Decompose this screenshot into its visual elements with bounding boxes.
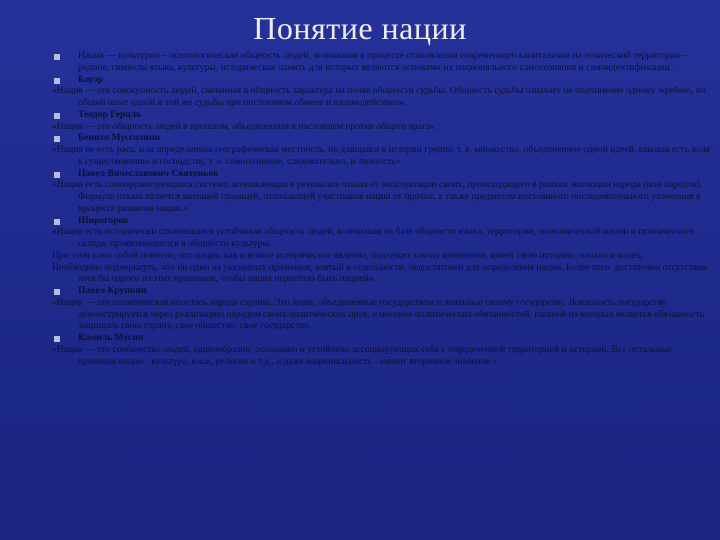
author-name: Широгоров: [78, 214, 129, 226]
slide-content: [52, 50, 712, 367]
author-bullet-herzl: [52, 109, 712, 121]
definition-bullet: [52, 50, 712, 74]
author-name: Теодор Герцль: [78, 108, 142, 120]
quote-svyatenkov: «Нация есть самоорганизующаяся система, возникающая в результате отказа от эксплуатации своих, происходящего в рамках эволюции народа (или народов). Формула отказа является внешней границей, отличающей участников нации от прочих, а также предметом постоянного последовательного уточнения в процессе развития нации.»: [52, 179, 703, 214]
author-bullet-mussolini: [52, 132, 712, 144]
author-name: Павел Вячеславович Святенков: [78, 167, 219, 179]
author-bullet-krupkin: [52, 285, 712, 297]
quote-shirogorov-3: Необходимо подчеркнуть, что ни один из указанных признаков, взятый в отдельности, недостаточен для определения нации. Более того: достаточно отсутствия хотя бы одного из этих признаков, чтобы нация перестала быть нацией».: [52, 261, 708, 285]
author-name: Камиль Мусин: [78, 332, 144, 343]
slide-title: Понятие нации: [253, 10, 467, 46]
quote-shirogorov-1: «Нация есть исторически сложившаяся устойчивая общность людей, возникшая на базе общности языка, территории, экономической жизни и психического склада, проявляющегося в общности культуры.: [52, 226, 694, 249]
author-name: Павел Крупкин: [78, 285, 147, 296]
quote-shirogorov-2: При этом само собой понятно, что нация, как и всякое историческое явление, подлежит закону изменения, имеет свою историю, начало и конец.: [52, 249, 644, 261]
author-name: Бауэр: [78, 73, 103, 85]
author-bullet-shirogorov: [52, 215, 712, 227]
author-bullet-musin: [52, 332, 712, 344]
quote-krupkin: «Нация — это политическая ипостась народа страны. Это люди, объединенные государством и лояльные своему государству. Лояльность государству демонстрируется через реализацию народом своих политических прав, и несение политических обязанностей, главной из которых является обязанность защищать свою страну, свое общество, свое государство.: [52, 296, 704, 332]
quote-herzl: «Нация — это общность людей в прошлом, объединенная в настоящем против общего врага».: [52, 120, 438, 132]
quote-musin: «Нация — это сообщество людей, единообразно, осознанно и устойчиво ассоциирующих себя с определенной территорией и историей. Все остальные признаки нации - культура, язык, религия и т.д., и даже национальность - имеют вторичное значение.»: [52, 343, 672, 367]
quote-bauer: «Нация — это совокупность людей, связанная в общность характера на почве общности судьбы. Общность судьбы означает не подчинение одному жребию, но общий опыт одной и той же судьбы при постоянном обмене и взаимодействии».: [52, 85, 706, 108]
quote-mussolini: «Нация не есть раса, или определенная географическая местность, но длящаяся в истории группа, т. е. множество, объединенное одной идеей, каковая есть воля к существованию и господству, т. е. самосознание, следовательно, и личность».: [52, 144, 710, 167]
author-name: Бенито Муссолини: [78, 132, 161, 144]
author-bullet-svyatenkov: [52, 168, 712, 180]
definition-text: Нация — культурно – психологическая общность людей, возникшая в процессе становления современного капитализма на этнической территории – родине, символы языка, культуры, историческая память для которых являются основами их национального самосознания и самоидентификации..: [78, 50, 688, 73]
author-bullet-bauer: [52, 74, 712, 86]
